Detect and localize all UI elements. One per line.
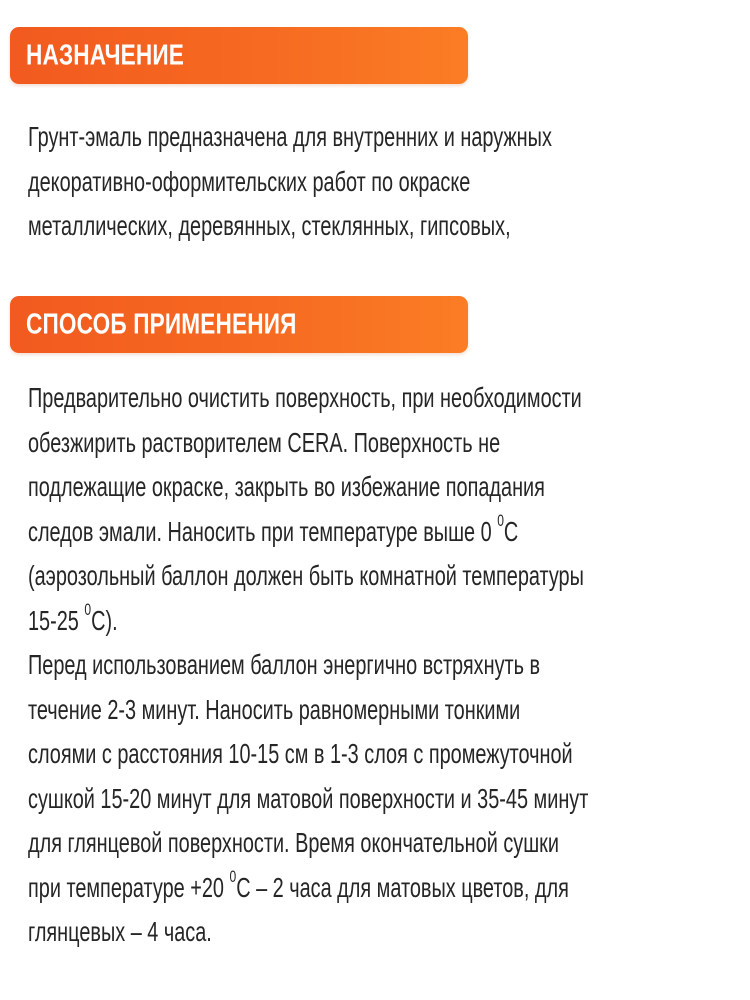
text-line <box>28 866 710 911</box>
text-line: декоративно-оформительских работ по окраске <box>28 165 471 197</box>
text-line <box>28 510 710 555</box>
section-header-method <box>10 296 468 353</box>
text-line: глянцевых – 4 часа. <box>28 916 212 947</box>
text-line: (аэрозольный баллон должен быть комнатной температуры <box>28 560 584 591</box>
section-header-purpose <box>10 27 468 84</box>
text-line: сушкой 15-20 минут для матовой поверхности и 35-45 минут <box>28 782 589 814</box>
method-text <box>28 376 710 955</box>
text-fragment: С – 2 часа для матовых цветов, для <box>236 871 569 903</box>
degree-superscript: 0 <box>497 511 504 531</box>
text-fragment: С). <box>91 604 118 636</box>
degree-superscript: 0 <box>84 600 92 620</box>
purpose-text <box>28 115 710 249</box>
text-line: Грунт-эмаль предназначена для внутренних и наружных <box>28 121 552 152</box>
text-fragment: при температуре +20 <box>28 871 230 903</box>
degree-superscript: 0 <box>229 867 237 887</box>
text-fragment: С <box>503 515 519 547</box>
text-line: подлежащие окраске, закрыть во избежание попадания <box>28 471 545 502</box>
section-title-method: СПОСОБ ПРИМЕНЕНИЯ <box>26 308 297 340</box>
text-line: слоями с расстояния 10-15 см в 1-3 слоя с промежуточной <box>28 738 573 769</box>
text-line: обезжирить растворителем CERA. Поверхность не <box>28 426 501 458</box>
text-fragment: 15-25 <box>28 604 85 636</box>
section-title-purpose: НАЗНАЧЕНИЕ <box>26 39 185 71</box>
text-line: Предварительно очистить поверхность, при необходимости <box>28 382 582 413</box>
text-fragment: следов эмали. Наносить при температуре выше 0 <box>28 515 498 547</box>
text-line: для глянцевой поверхности. Время окончательной сушки <box>28 827 559 858</box>
text-line: металлических, деревянных, стеклянных, гипсовых, <box>28 210 511 241</box>
text-line: течение 2-3 минут. Наносить равномерными тонкими <box>28 693 521 725</box>
text-line <box>28 599 710 644</box>
text-line: Перед использованием баллон энергично встряхнуть в <box>28 649 541 680</box>
